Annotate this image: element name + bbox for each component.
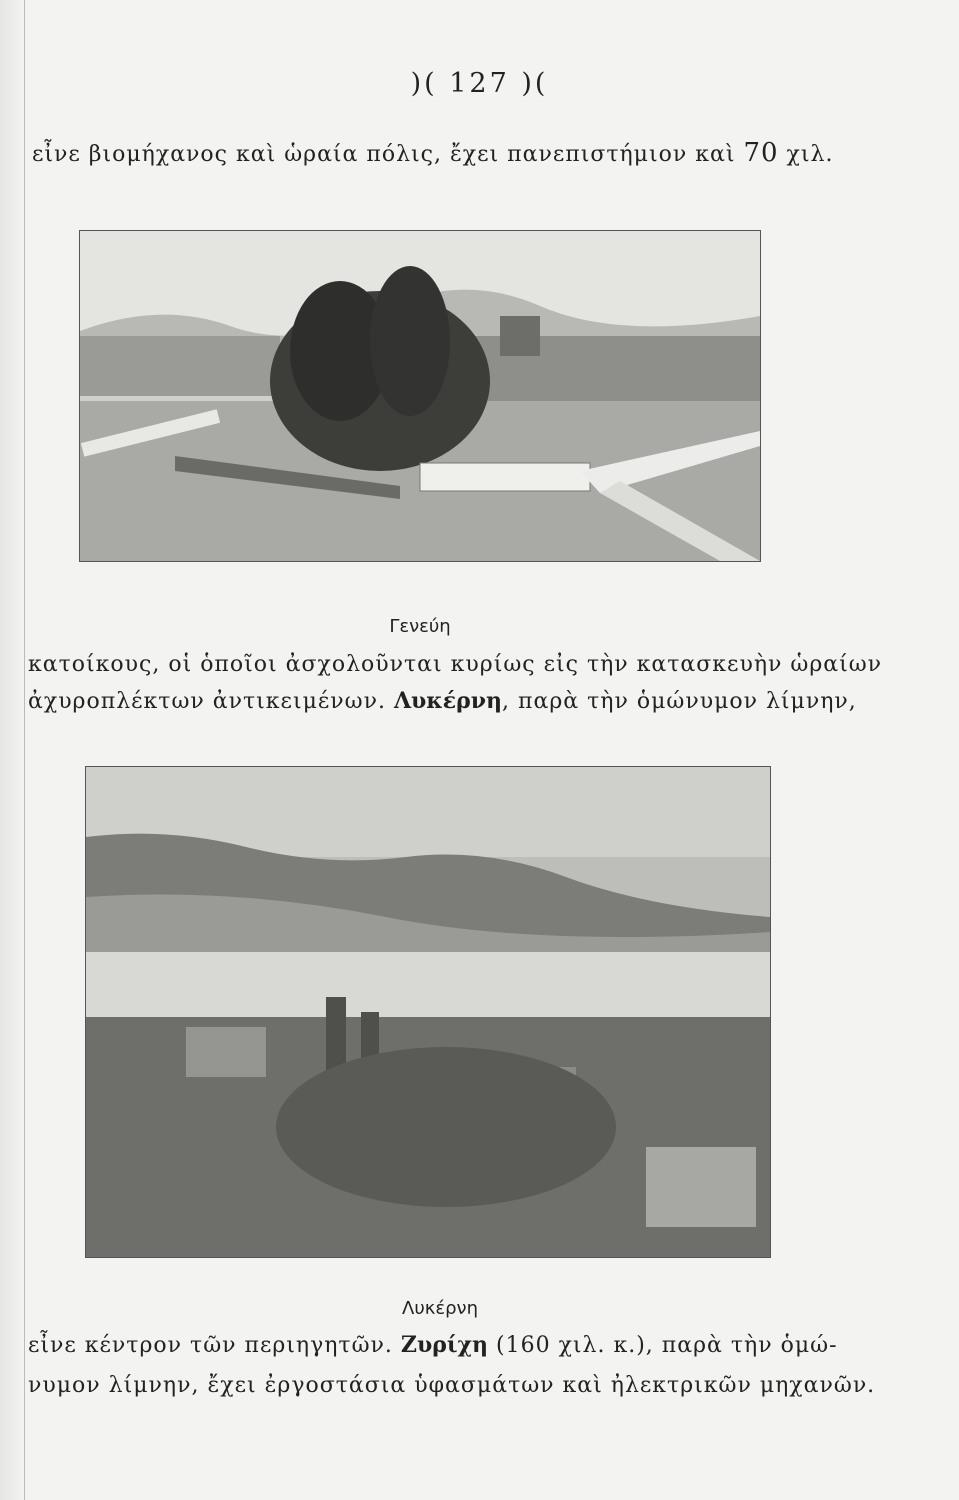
text-line-3: ἀχυροπλέκτων ἀντικειμένων. Λυκέρνη, παρὰ τὴν ὁμώνυμον λίμνην, [28, 688, 857, 714]
text-line-1: εἶνε βιομήχανος καὶ ὡραία πόλις, ἔχει πανεπιστήμιον καὶ 70 χιλ. [32, 138, 834, 168]
text-line-5: νυμον λίμνην, ἔχει ἐργοστάσια ὑφασμάτων καὶ ἠλεκτρικῶν μηχανῶν. [28, 1373, 876, 1398]
geneva-photo [79, 230, 761, 562]
page-header: )( 127 )( [410, 68, 549, 99]
text-line-4: εἶνε κέντρον τῶν περιηγητῶν. Ζυρίχη (160 χιλ. κ.), παρὰ τὴν ὁμώ- [28, 1332, 838, 1358]
text-line-2: κατοίκους, οἱ ὁποῖοι ἀσχολοῦνται κυρίως εἰς τὴν κατασκευὴν ὡραίων [28, 652, 883, 677]
figure2-caption: Λυκέρνη [402, 1298, 478, 1319]
page-gutter [0, 0, 25, 1500]
lucerne-photo [85, 766, 771, 1258]
figure1-caption: Γενεύη [389, 616, 451, 637]
